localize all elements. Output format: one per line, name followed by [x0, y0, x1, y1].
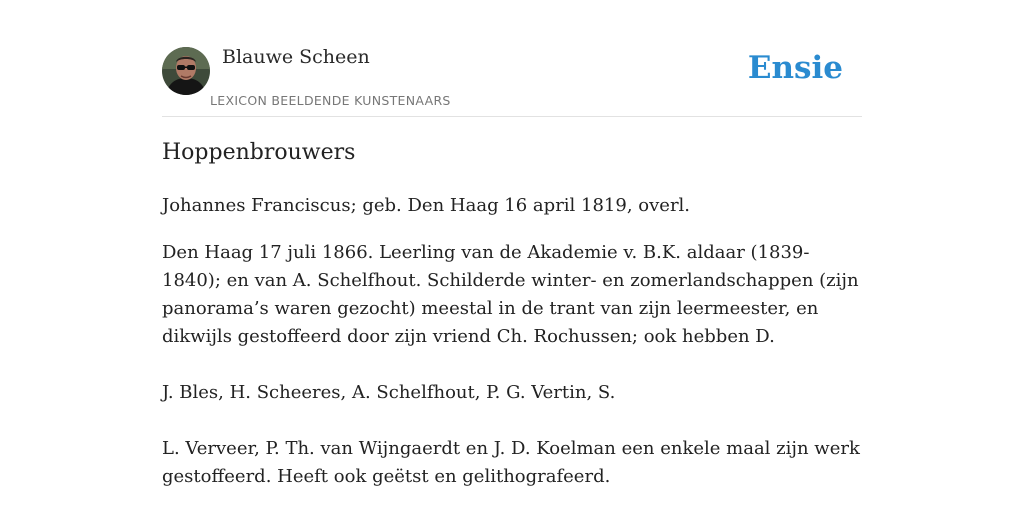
article-paragraph: Johannes Franciscus; geb. Den Haag 16 april 1819, overl.	[162, 195, 691, 216]
author-portrait-icon	[162, 47, 210, 95]
category-label[interactable]: LEXICON BEELDENDE KUNSTENAARS	[210, 93, 451, 108]
author-name[interactable]: Blauwe Scheen	[222, 46, 370, 68]
article-title: Hoppenbrouwers	[162, 140, 356, 165]
author-avatar[interactable]	[162, 47, 210, 95]
article-paragraph: L. Verveer, P. Th. van Wijngaerdt en J. D. Koelman een enkele maal zijn werk gestoffeerd. Heeft ook geëtst en gelithografeerd.	[162, 438, 860, 487]
article-paragraph: Den Haag 17 juli 1866. Leerling van de Akademie v. B.K. aldaar (1839-1840); en van A. Schelfhout. Schilderde winter- en zomerlandschappen (zijn panorama’s waren gezocht) meestal in de trant van zijn leermeester, en dikwijls gestoffeerd door zijn vriend Ch. Rochussen; ook hebben D.	[162, 242, 859, 347]
article-paragraph: J. Bles, H. Scheeres, A. Schelfhout, P. G. Vertin, S.	[162, 382, 616, 403]
brand-logo[interactable]: Ensie	[747, 50, 843, 86]
article-header	[162, 46, 862, 117]
